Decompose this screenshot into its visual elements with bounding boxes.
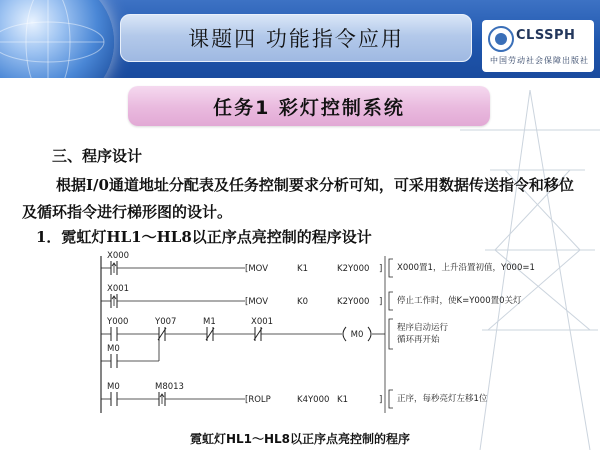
contact-pulse-arrow — [112, 263, 116, 273]
contact-label: X001 — [107, 284, 130, 294]
ladder-diagram — [95, 248, 560, 428]
contact-label: X000 — [107, 251, 130, 261]
coil-left-arc — [343, 327, 346, 341]
publisher-logo — [482, 20, 594, 72]
instruction-op: [ROLP — [245, 395, 271, 405]
contact-label: M8013 — [155, 382, 184, 392]
contact-label: X001 — [251, 317, 274, 327]
instruction-op: [MOV — [245, 297, 269, 307]
section-heading: 三、程序设计 — [52, 147, 143, 165]
comment-bracket — [389, 259, 393, 277]
instruction-src: K0 — [297, 297, 308, 307]
body-paragraph — [22, 172, 582, 226]
contact-label: M0 — [107, 344, 120, 354]
comment-bracket — [389, 319, 393, 349]
coil-right-arc — [368, 327, 371, 341]
instruction-src: K1 — [297, 264, 308, 274]
header-band — [0, 0, 600, 78]
item-heading: 1．霓虹灯HL1～HL8以正序点亮控制的程序设计 — [36, 228, 372, 246]
contact-label: Y000 — [107, 317, 129, 327]
instruction-bracket: ] — [379, 264, 383, 274]
instruction-dst: K2Y000 — [337, 297, 370, 307]
diagram-caption: 霓虹灯HL1～HL8以正序点亮控制的程序 — [189, 432, 411, 446]
coil-label: M0 — [350, 330, 364, 340]
contact-label: M1 — [203, 317, 216, 327]
instruction-op: [MOV — [245, 264, 269, 274]
lesson-title: 课题四 功能指令应用 — [120, 14, 472, 62]
task-title: 任务1 彩灯控制系统 — [128, 86, 490, 126]
body-paragraph-text: 根据I/0通道地址分配表及任务控制要求分析可知，可采用数据传送指令和移位及循环指令进行梯形图的设计。 — [22, 176, 574, 221]
comment-bracket — [389, 292, 393, 310]
comment-bracket — [389, 390, 393, 408]
instruction-dst: K1 — [337, 395, 348, 405]
logo-brand: CLSSPH — [516, 28, 576, 43]
rung-comment: 正序，每秒亮灯左移1位 — [397, 394, 488, 404]
instruction-bracket: ] — [379, 395, 383, 405]
logo-subtitle: 中国劳动社会保障出版社 — [490, 56, 589, 65]
globe-icon — [0, 0, 114, 78]
contact-label: M0 — [107, 382, 120, 392]
instruction-dst: K2Y000 — [337, 264, 370, 274]
instruction-src: K4Y000 — [297, 395, 330, 405]
rung-comment: X000置1，上升沿置初值，Y000=1 — [397, 263, 535, 273]
contact-pulse-arrow — [112, 296, 116, 306]
instruction-bracket: ] — [379, 297, 383, 307]
rung-comment: 循环再开始 — [397, 335, 440, 345]
publisher-seal-icon — [488, 26, 514, 52]
contact-label: Y007 — [155, 317, 177, 327]
rung-comment: 程序启动运行 — [397, 323, 449, 333]
rung-comment: 停止工作时，使K=Y000置0关灯 — [397, 296, 522, 306]
contact-pulse-arrow — [160, 394, 164, 404]
